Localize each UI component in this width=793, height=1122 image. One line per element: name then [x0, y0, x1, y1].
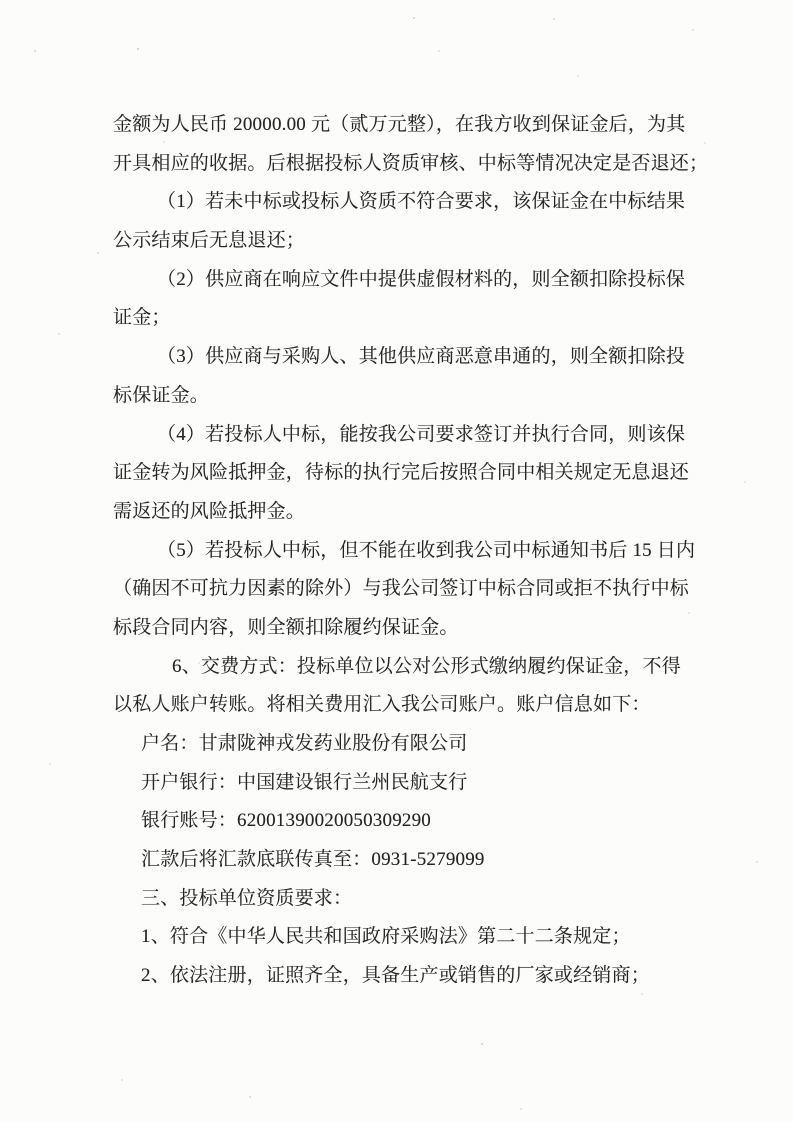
document-line-bank-name: 开户银行：中国建设银行兰州民航支行 — [141, 771, 468, 793]
scan-noise — [0, 0, 2, 2]
document-line: 需返还的风险抵押金。 — [113, 500, 306, 522]
document-line-account-name: 户名：甘肃陇神戎发药业股份有限公司 — [141, 733, 468, 754]
document-text-block — [113, 106, 719, 996]
document-line: 证金； — [113, 307, 171, 329]
document-line-clause-2: （2）供应商在响应文件中提供虚假材料的，则全额扣除投标保 — [157, 268, 686, 290]
document-line-clause-4: （4）若投标人中标，能按我公司要求签订并执行合同，则该保 — [157, 423, 686, 445]
document-line: （确因不可抗力因素的除外）与我公司签订中标合同或拒不执行中标 — [113, 578, 690, 600]
document-line-bank-account-number: 银行账号：62001390020050309290 — [141, 810, 432, 832]
document-line: 标保证金。 — [113, 384, 210, 406]
document-line: 标段合同内容，则全额扣除履约保证金。 — [113, 616, 459, 638]
document-line-section-3-heading: 三、投标单位资质要求： — [141, 887, 353, 909]
document-line: 金额为人民币 20000.00 元（贰万元整），在我方收到保证金后，为其 — [113, 114, 686, 135]
document-line: 公示结束后无息退还； — [113, 230, 306, 252]
document-line-clause-1: （1）若未中标或投标人资质不符合要求，该保证金在中标结果 — [157, 191, 686, 213]
document-line: 以私人账户转账。将相关费用汇入我公司账户。账户信息如下： — [113, 694, 651, 716]
document-line: 证金转为风险抵押金，待标的执行完后按照合同中相关规定无息退还 — [113, 462, 690, 484]
document-line-requirement-1: 1、符合《中华人民共和国政府采购法》第二十二条规定； — [141, 926, 631, 948]
document-line-clause-5: （5）若投标人中标，但不能在收到我公司中标通知书后 15 日内 — [157, 539, 696, 561]
document-line: 开具相应的收据。后根据投标人资质审核、中标等情况决定是否退还； — [113, 152, 709, 174]
document-line-fax-number: 汇款后将汇款底联传真至：0931-5279099 — [141, 849, 485, 871]
document-line-clause-3: （3）供应商与采购人、其他供应商恶意串通的，则全额扣除投 — [157, 346, 686, 368]
document-line-requirement-2: 2、依法注册，证照齐全，具备生产或销售的厂家或经销商； — [141, 965, 650, 987]
document-line-payment-method: 6、交费方式：投标单位以公对公形式缴纳履约保证金，不得 — [172, 655, 681, 677]
